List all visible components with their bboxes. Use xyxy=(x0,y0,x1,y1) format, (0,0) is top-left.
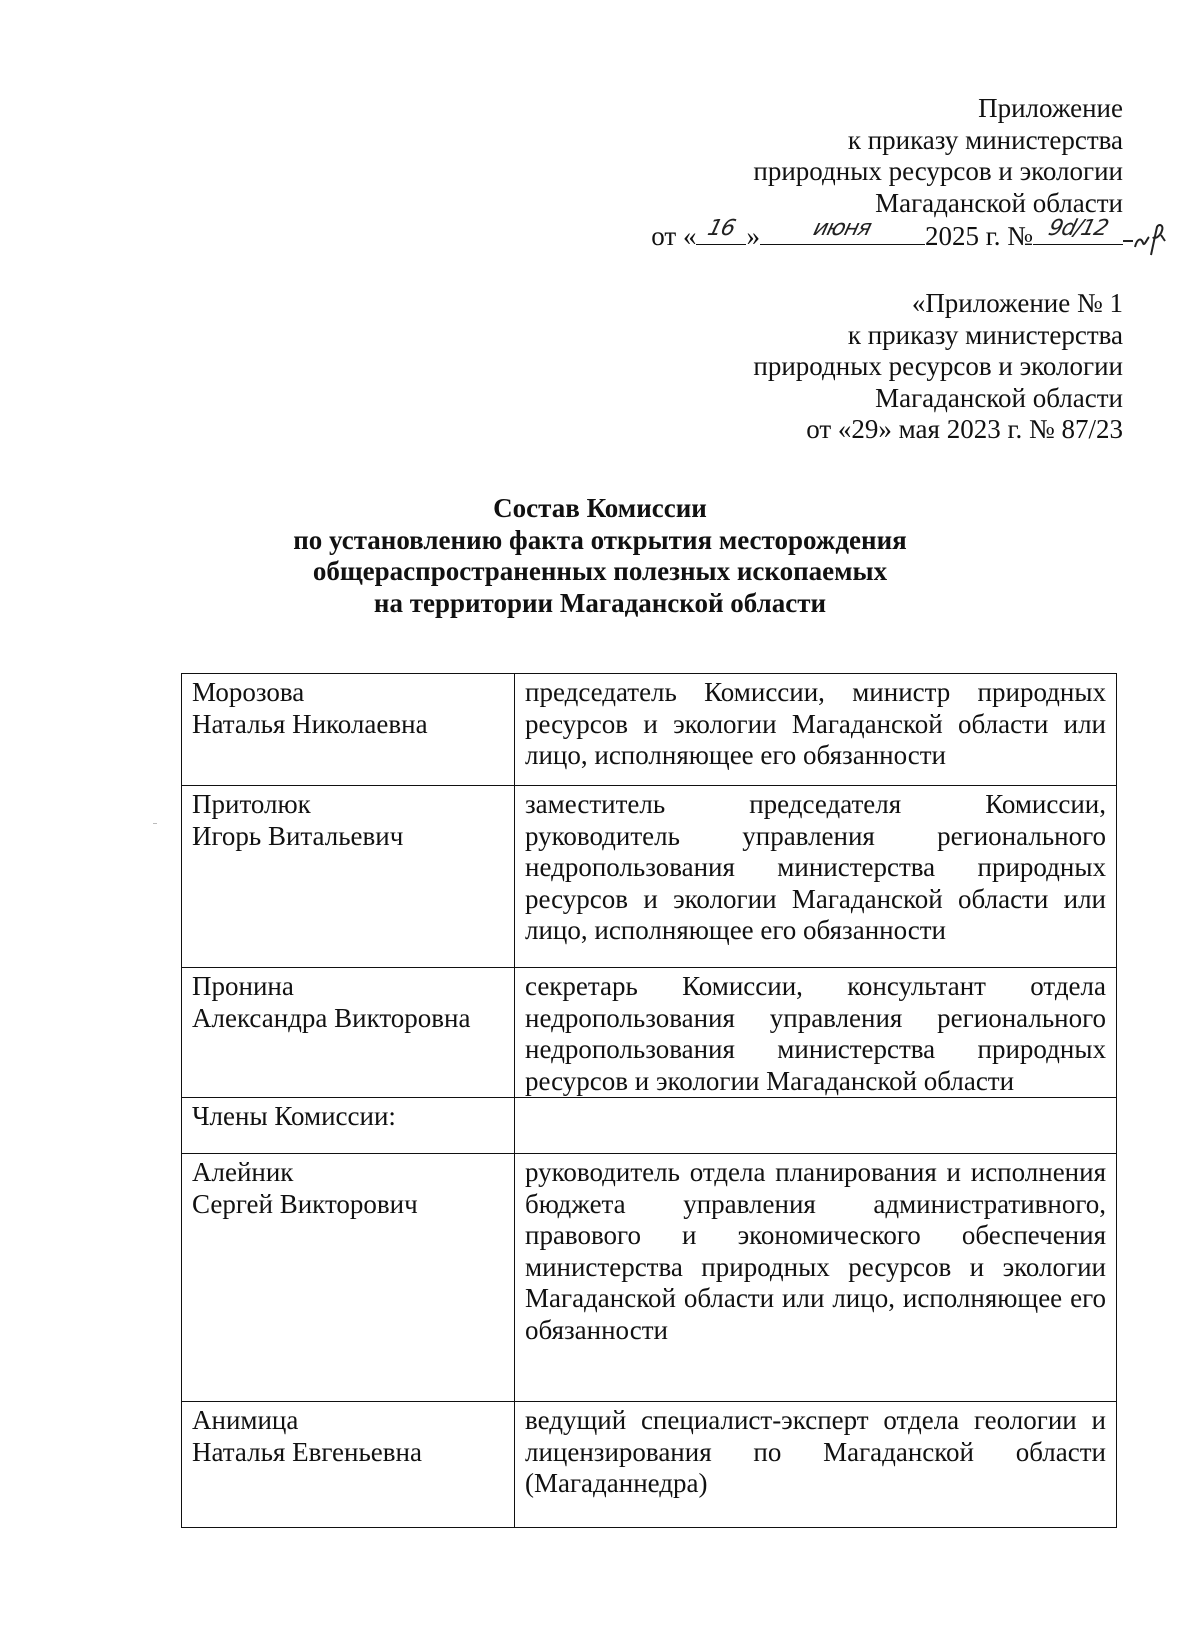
member-surname: Анимица xyxy=(192,1405,299,1435)
handwritten-month: июня xyxy=(811,215,874,241)
header-line: природных ресурсов и экологии xyxy=(753,351,1123,381)
month-field xyxy=(760,215,925,245)
commission-members-table xyxy=(181,673,1117,1528)
member-given-names: Сергей Викторович xyxy=(192,1188,418,1219)
table-row xyxy=(182,786,1117,968)
title-line: общераспространенных полезных ископаемых xyxy=(312,556,888,586)
header-line: «Приложение № 1 xyxy=(911,288,1123,318)
member-surname: Пронина xyxy=(192,971,294,1001)
member-role: руководитель отдела планирования и исполнения бюджета управления административного, правового и экономического обеспечения министерства природных ресурсов и экологии Магаданской области или лицо, исполняющее его обязанности xyxy=(515,1154,1117,1402)
header-line: от «29» мая 2023 г. № 87/23 xyxy=(806,414,1123,444)
member-surname: Алейник xyxy=(192,1157,294,1187)
header-line: к приказу министерства xyxy=(847,319,1123,350)
handwritten-number: 9d/12 xyxy=(1045,215,1111,241)
member-given-names: Александра Викторовна xyxy=(192,1002,471,1033)
number-field xyxy=(1033,215,1123,245)
document-title xyxy=(0,493,1200,619)
handwritten-day: 16 xyxy=(705,215,738,241)
year-and-number-label: 2025 г. № xyxy=(924,221,1033,251)
member-name-cell xyxy=(182,968,515,1098)
appendix-header xyxy=(651,93,1123,253)
member-surname: Притолюк xyxy=(192,789,311,819)
table-row xyxy=(182,1098,1117,1154)
member-role: председатель Комиссии, министр природных ресурсов и экологии Магаданской области или лицо, исполняющее его обязанности xyxy=(515,674,1117,786)
member-name-cell xyxy=(182,1402,515,1528)
title-line: Состав Комиссии xyxy=(493,493,707,523)
member-given-names: Наталья Евгеньевна xyxy=(192,1436,422,1467)
member-role: ведущий специалист-эксперт отдела геологии и лицензирования по Магаданской области (Магаданнедра) xyxy=(515,1402,1117,1528)
member-name-cell xyxy=(182,1154,515,1402)
title-line: на территории Магаданской области xyxy=(373,587,827,618)
day-field xyxy=(696,215,746,245)
scan-speck xyxy=(153,823,157,824)
member-name-cell xyxy=(182,786,515,968)
date-mid: » xyxy=(746,221,760,251)
table-row xyxy=(182,674,1117,786)
title-line: по установлению факта открытия месторождения xyxy=(293,524,907,555)
original-appendix-header xyxy=(753,288,1123,446)
members-section-label: Члены Комиссии: xyxy=(192,1101,396,1131)
handwritten-number-suffix xyxy=(1121,221,1167,257)
header-line: Приложение xyxy=(978,93,1123,123)
table-row xyxy=(182,1402,1117,1528)
date-prefix: от « xyxy=(651,221,697,251)
header-line: к приказу министерства xyxy=(847,124,1123,155)
member-role xyxy=(515,1098,1117,1154)
member-given-names: Игорь Витальевич xyxy=(192,820,404,851)
member-role: секретарь Комиссии, консультант отдела недропользования управления регионального недропользования министерства природных ресурсов и экологии Магаданской области xyxy=(515,968,1117,1098)
members-section-label-cell xyxy=(182,1098,515,1154)
header-line: Магаданской области xyxy=(875,187,1123,218)
order-date-line xyxy=(651,215,1123,253)
table-row xyxy=(182,1154,1117,1402)
header-line: Магаданской области xyxy=(875,382,1123,413)
member-name-cell xyxy=(182,674,515,786)
member-role: заместитель председателя Комиссии, руководитель управления регионального недропользования министерства природных ресурсов и экологии Магаданской области или лицо, исполняющее его обязанности xyxy=(515,786,1117,968)
member-surname: Морозова xyxy=(192,677,305,707)
table-row xyxy=(182,968,1117,1098)
member-given-names: Наталья Николаевна xyxy=(192,708,428,739)
header-line: природных ресурсов и экологии xyxy=(753,156,1123,186)
